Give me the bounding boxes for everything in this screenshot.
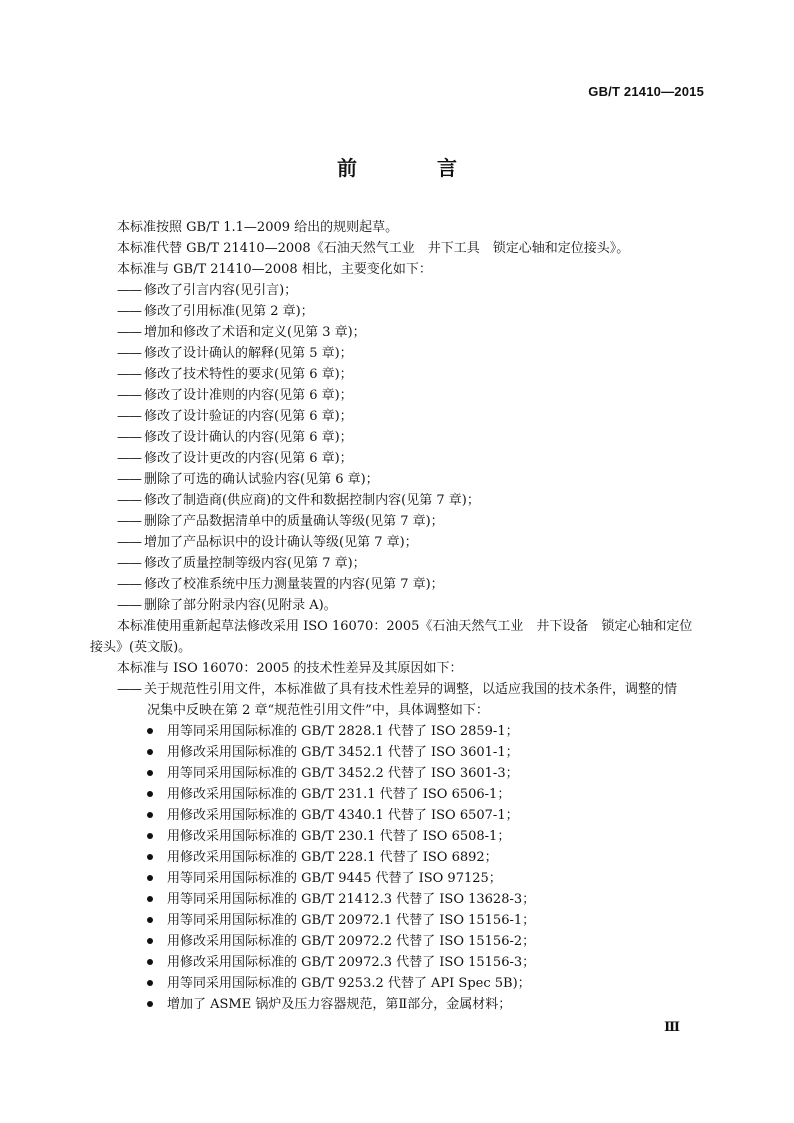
bullet-dot-icon [147,833,153,839]
bullet-item: 用修改采用国际标准的 GB/T 3452.1 代替了 ISO 3601-1； [90,742,706,763]
change-item: —— 修改了引言内容(见引言)； [90,280,706,301]
difference-item: —— 关于规范性引用文件，本标准做了具有技术性差异的调整，以适应我国的技术条件，调整的情 [90,679,706,700]
bullet-dot-icon [147,854,153,860]
dash-mark: —— [117,325,141,340]
change-item: —— 删除了产品数据清单中的质量确认等级(见第 7 章)； [90,511,706,532]
change-item: —— 修改了质量控制等级内容(见第 7 章)； [90,553,706,574]
bullet-dot-icon [147,728,153,734]
dash-mark: —— [117,514,141,529]
bullet-item: 用修改采用国际标准的 GB/T 20972.3 代替了 ISO 15156-3； [90,952,706,973]
change-item: —— 修改了设计准则的内容(见第 6 章)； [90,385,706,406]
difference-item-cont: 况集中反映在第 2 章“规范性引用文件”中，具体调整如下： [147,703,489,718]
dash-mark: —— [117,598,141,613]
bullet-item: 用等同采用国际标准的 GB/T 9445 代替了 ISO 97125； [90,868,706,889]
bullet-list [90,721,706,1015]
changes-list [90,280,706,616]
bullet-dot-icon [147,812,153,818]
bullet-dot-icon [147,791,153,797]
change-item: —— 修改了校准系统中压力测量装置的内容(见第 7 章)； [90,574,706,595]
bullet-item: 用修改采用国际标准的 GB/T 4340.1 代替了 ISO 6507-1； [90,805,706,826]
bullet-item: 增加了 ASME 锅炉及压力容器规范，第Ⅱ部分，金属材料； [90,994,706,1015]
paragraph: 本标准代替 GB/T 21410—2008《石油天然气工业 井下工具 锁定心轴和定位接头》。 [117,241,630,256]
bullet-item: 用修改采用国际标准的 GB/T 20972.2 代替了 ISO 15156-2； [90,931,706,952]
dash-mark: —— [117,682,141,697]
change-item: —— 修改了设计更改的内容(见第 6 章)； [90,448,706,469]
document-body [90,217,706,1015]
bullet-dot-icon [147,875,153,881]
adoption-paragraph-cont: 接头》(英文版)。 [90,640,192,655]
dash-mark: —— [117,451,141,466]
change-item: —— 修改了引用标准(见第 2 章)； [90,301,706,322]
dash-mark: —— [117,346,141,361]
change-item: —— 增加和修改了术语和定义(见第 3 章)； [90,322,706,343]
change-item: —— 删除了可选的确认试验内容(见第 6 章)； [90,469,706,490]
standard-code: GB/T 21410—2015 [588,84,704,99]
change-item: —— 修改了技术特性的要求(见第 6 章)； [90,364,706,385]
paragraph: 本标准按照 GB/T 1.1—2009 给出的规则起草。 [117,220,399,235]
dash-mark: —— [117,535,141,550]
bullet-item: 用等同采用国际标准的 GB/T 21412.3 代替了 ISO 13628-3； [90,889,706,910]
bullet-item: 用等同采用国际标准的 GB/T 3452.2 代替了 ISO 3601-3； [90,763,706,784]
bullet-dot-icon [147,980,153,986]
adoption-paragraph: 本标准使用重新起草法修改采用 ISO 16070：2005《石油天然气工业 井下设备 锁定心轴和定位 [117,619,693,634]
dash-mark: —— [117,556,141,571]
bullet-dot-icon [147,959,153,965]
page-title: 前 言 [337,156,487,180]
change-item: —— 增加了产品标识中的设计确认等级(见第 7 章)； [90,532,706,553]
bullet-item: 用等同采用国际标准的 GB/T 20972.1 代替了 ISO 15156-1； [90,910,706,931]
change-item: —— 修改了设计确认的内容(见第 6 章)； [90,427,706,448]
dash-mark: —— [117,304,141,319]
bullet-item: 用修改采用国际标准的 GB/T 228.1 代替了 ISO 6892； [90,847,706,868]
bullet-item: 用修改采用国际标准的 GB/T 231.1 代替了 ISO 6506-1； [90,784,706,805]
change-item: —— 修改了制造商(供应商)的文件和数据控制内容(见第 7 章)； [90,490,706,511]
bullet-item: 用等同采用国际标准的 GB/T 9253.2 代替了 API Spec 5B)； [90,973,706,994]
change-item: —— 删除了部分附录内容(见附录 A)。 [90,595,706,616]
bullet-dot-icon [147,1001,153,1007]
differences-intro: 本标准与 ISO 16070：2005 的技术性差异及其原因如下： [117,661,463,676]
page-number: Ⅲ [664,1020,680,1035]
bullet-dot-icon [147,917,153,923]
dash-mark: —— [117,493,141,508]
dash-mark: —— [117,367,141,382]
change-item: —— 修改了设计确认的解释(见第 5 章)； [90,343,706,364]
bullet-item: 用修改采用国际标准的 GB/T 230.1 代替了 ISO 6508-1； [90,826,706,847]
change-item: —— 修改了设计验证的内容(见第 6 章)； [90,406,706,427]
bullet-dot-icon [147,896,153,902]
paragraph: 本标准与 GB/T 21410—2008 相比，主要变化如下： [117,262,432,277]
dash-mark: —— [117,472,141,487]
dash-mark: —— [117,577,141,592]
dash-mark: —— [117,283,141,298]
bullet-dot-icon [147,938,153,944]
bullet-item: 用等同采用国际标准的 GB/T 2828.1 代替了 ISO 2859-1； [90,721,706,742]
dash-mark: —— [117,388,141,403]
dash-mark: —— [117,409,141,424]
bullet-dot-icon [147,749,153,755]
bullet-dot-icon [147,770,153,776]
dash-mark: —— [117,430,141,445]
